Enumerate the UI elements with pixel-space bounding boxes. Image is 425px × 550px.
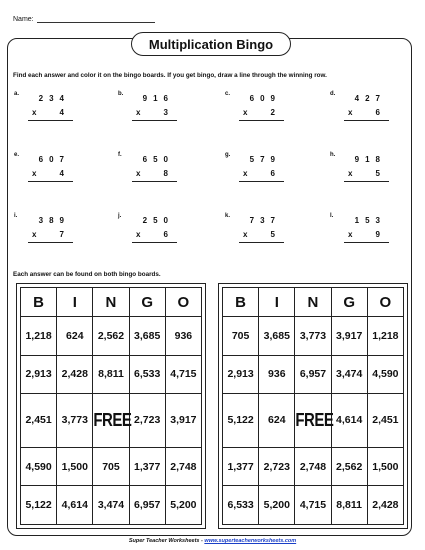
problem-multiplicand: 609 (249, 94, 281, 103)
bingo-cell[interactable]: 936 (259, 355, 295, 394)
bingo-cell[interactable]: 4,590 (21, 447, 57, 486)
bingo-cell[interactable]: 2,748 (165, 447, 201, 486)
problem-multiplier: 6 (163, 230, 168, 239)
problem-letter: g. (225, 152, 231, 158)
problem-multiplier: 6 (375, 108, 380, 117)
problem-letter: l. (330, 213, 334, 219)
bingo-cell[interactable]: 1,218 (367, 317, 403, 356)
bingo-cell[interactable]: 2,451 (367, 394, 403, 447)
problem-g (225, 152, 305, 192)
answer-line (132, 181, 177, 182)
bingo-row (21, 317, 202, 356)
problem-multiplicand: 250 (142, 216, 174, 225)
problem-multiplicand: 918 (354, 155, 386, 164)
problem-c (225, 91, 305, 131)
bingo-cell[interactable]: 624 (57, 317, 93, 356)
bingo-header-letter: O (367, 288, 403, 317)
bingo-cell[interactable]: 705 (93, 447, 129, 486)
bingo-cell[interactable]: 2,562 (93, 317, 129, 356)
problem-i (14, 213, 94, 253)
bingo-cell[interactable]: 5,122 (223, 394, 259, 447)
bingo-table (20, 287, 202, 525)
problem-multiplicand: 607 (38, 155, 70, 164)
bingo-row (21, 355, 202, 394)
bingo-header-letter: N (295, 288, 331, 317)
bingo-cell[interactable]: 2,723 (259, 447, 295, 486)
bingo-row (223, 355, 404, 394)
bingo-cell[interactable]: 3,917 (331, 317, 367, 356)
bingo-cell[interactable]: 5,200 (165, 486, 201, 525)
bingo-cell[interactable]: 2,428 (367, 486, 403, 525)
problem-letter: f. (118, 152, 122, 158)
bingo-row (21, 486, 202, 525)
bingo-header-letter: O (165, 288, 201, 317)
problem-multiplicand: 153 (354, 216, 386, 225)
bingo-cell[interactable]: 3,685 (259, 317, 295, 356)
name-row (13, 15, 155, 23)
problem-letter: d. (330, 91, 336, 97)
bingo-cell[interactable]: 3,685 (129, 317, 165, 356)
problem-multiplier: 6 (270, 169, 275, 178)
times-sign: x (136, 169, 141, 178)
bingo-row (223, 317, 404, 356)
footer (0, 538, 425, 544)
bingo-cell[interactable]: 936 (165, 317, 201, 356)
name-label: Name: (13, 16, 34, 23)
problem-letter: a. (14, 91, 20, 97)
problem-multiplier: 7 (59, 230, 64, 239)
times-sign: x (348, 169, 353, 178)
answer-line (239, 181, 284, 182)
bingo-cell[interactable]: 4,614 (57, 486, 93, 525)
problem-multiplicand: 579 (249, 155, 281, 164)
problem-d (330, 91, 410, 131)
bingo-cell[interactable]: 1,500 (57, 447, 93, 486)
problem-j (118, 213, 198, 253)
bingo-cell[interactable]: 3,917 (165, 394, 201, 447)
answer-line (344, 242, 389, 243)
bingo-cell[interactable]: 624 (259, 394, 295, 447)
problem-f (118, 152, 198, 192)
times-sign: x (243, 108, 248, 117)
bingo-cell[interactable]: 3,773 (57, 394, 93, 447)
answer-line (28, 120, 73, 121)
problem-letter: i. (14, 213, 18, 219)
answer-line (239, 242, 284, 243)
bingo-cell[interactable]: 8,811 (331, 486, 367, 525)
answer-line (28, 181, 73, 182)
problem-letter: c. (225, 91, 231, 97)
problem-b (118, 91, 198, 131)
times-sign: x (348, 108, 353, 117)
bingo-cell[interactable]: 2,428 (57, 355, 93, 394)
times-sign: x (348, 230, 353, 239)
problem-letter: k. (225, 213, 231, 219)
bingo-header-row (223, 288, 404, 317)
bingo-header-letter: B (21, 288, 57, 317)
times-sign: x (136, 108, 141, 117)
bingo-cell[interactable]: 6,957 (129, 486, 165, 525)
page-title: Multiplication Bingo (131, 32, 291, 56)
bingo-row (223, 394, 404, 447)
bingo-row (21, 394, 202, 447)
problem-k (225, 213, 305, 253)
bingo-header-letter: I (57, 288, 93, 317)
problem-multiplicand: 650 (142, 155, 174, 164)
bingo-header-letter: G (129, 288, 165, 317)
bingo-row (21, 447, 202, 486)
bingo-free-cell[interactable] (93, 394, 132, 447)
answer-line (344, 120, 389, 121)
problem-multiplier: 9 (375, 230, 380, 239)
bingo-table (222, 287, 404, 525)
problem-letter: j. (118, 213, 122, 219)
bingo-cell[interactable]: 5,122 (21, 486, 57, 525)
answer-line (132, 120, 177, 121)
times-sign: x (32, 108, 37, 117)
bingo-cell[interactable]: 2,913 (21, 355, 57, 394)
problem-multiplier: 5 (270, 230, 275, 239)
problem-multiplicand: 737 (249, 216, 281, 225)
problem-letter: b. (118, 91, 124, 97)
bingo-cell[interactable]: 2,562 (331, 447, 367, 486)
times-sign: x (32, 230, 37, 239)
bingo-cell[interactable]: 6,957 (295, 355, 331, 394)
bingo-cell[interactable]: 5,200 (259, 486, 295, 525)
bingo-cell[interactable]: 1,377 (223, 447, 259, 486)
problem-h (330, 152, 410, 192)
problem-multiplier: 5 (375, 169, 380, 178)
bingo-cell[interactable]: 4,715 (165, 355, 201, 394)
footer-brand: Super Teacher Worksheets - (128, 538, 205, 544)
bingo-cell[interactable]: 8,811 (93, 355, 129, 394)
bingo-cell[interactable]: 1,500 (367, 447, 403, 486)
problem-multiplier: 4 (59, 169, 64, 178)
bingo-row (223, 486, 404, 525)
problem-multiplier: 3 (163, 108, 168, 117)
problem-multiplicand: 916 (142, 94, 174, 103)
bingo-cell[interactable]: 2,451 (21, 394, 57, 447)
free-space-label: FREE (295, 409, 334, 432)
problem-l (330, 213, 410, 253)
bingo-cell[interactable]: 3,474 (331, 355, 367, 394)
answer-line (132, 242, 177, 243)
boards-note: Each answer can be found on both bingo boards. (13, 271, 161, 278)
bingo-cell[interactable]: 4,614 (331, 394, 367, 447)
bingo-header-letter: B (223, 288, 259, 317)
bingo-cell[interactable]: 3,773 (295, 317, 331, 356)
times-sign: x (32, 169, 37, 178)
answer-line (28, 242, 73, 243)
instructions: Find each answer and color it on the bingo boards. If you get bingo, draw a line through the winning row. (13, 72, 327, 79)
problem-multiplier: 2 (270, 108, 275, 117)
times-sign: x (243, 230, 248, 239)
bingo-cell[interactable]: 705 (223, 317, 259, 356)
problem-letter: h. (330, 152, 336, 158)
bingo-cell[interactable]: 2,748 (295, 447, 331, 486)
name-line[interactable] (37, 15, 155, 23)
bingo-cell[interactable]: 4,590 (367, 355, 403, 394)
bingo-cell[interactable]: 2,913 (223, 355, 259, 394)
bingo-board-right (218, 283, 408, 529)
bingo-cell[interactable]: 2,723 (129, 394, 165, 447)
bingo-cell[interactable]: 4,715 (295, 486, 331, 525)
problem-multiplicand: 427 (354, 94, 386, 103)
bingo-cell[interactable]: 1,218 (21, 317, 57, 356)
bingo-cell[interactable]: 6,533 (129, 355, 165, 394)
bingo-cell[interactable]: 3,474 (93, 486, 129, 525)
bingo-free-cell[interactable] (295, 394, 334, 447)
bingo-cell[interactable]: 1,377 (129, 447, 165, 486)
bingo-header-letter: G (331, 288, 367, 317)
bingo-board-left (16, 283, 206, 529)
bingo-header-letter: N (93, 288, 129, 317)
answer-line (344, 181, 389, 182)
footer-link[interactable]: www.superteacherworksheets.com (204, 538, 297, 544)
bingo-header-row (21, 288, 202, 317)
bingo-cell[interactable]: 6,533 (223, 486, 259, 525)
times-sign: x (243, 169, 248, 178)
problem-letter: e. (14, 152, 20, 158)
problem-multiplicand: 234 (38, 94, 70, 103)
problem-e (14, 152, 94, 192)
problem-a (14, 91, 94, 131)
times-sign: x (136, 230, 141, 239)
bingo-header-letter: I (259, 288, 295, 317)
problem-multiplier: 4 (59, 108, 64, 117)
bingo-row (223, 447, 404, 486)
answer-line (239, 120, 284, 121)
problem-multiplicand: 389 (38, 216, 70, 225)
problem-multiplier: 8 (163, 169, 168, 178)
free-space-label: FREE (93, 409, 132, 432)
